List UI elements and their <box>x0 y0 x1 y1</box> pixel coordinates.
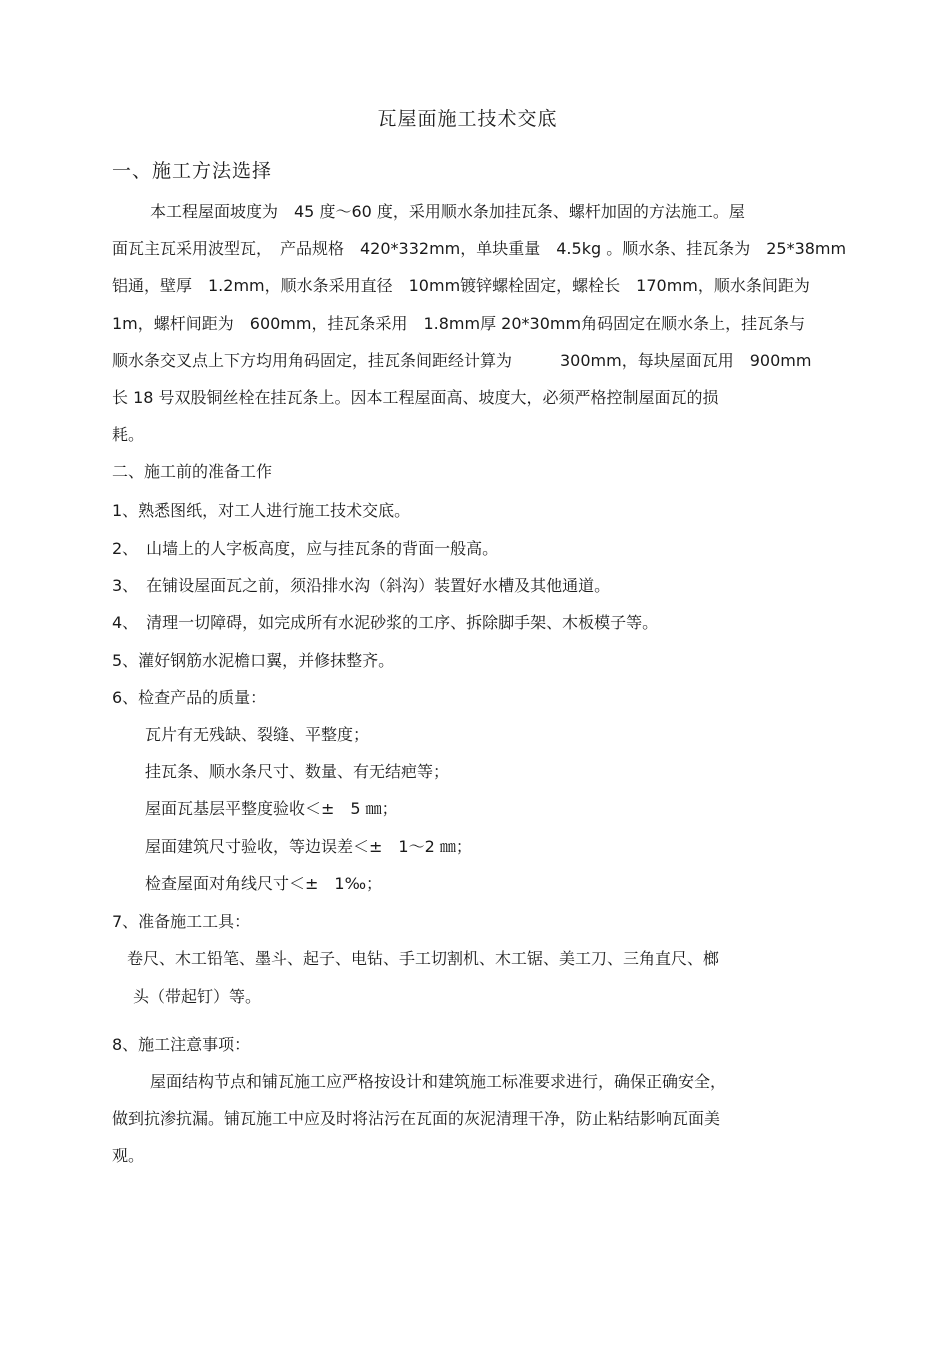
quality-check-item: 瓦片有无残缺、裂缝、平整度； <box>145 725 370 744</box>
paragraph-line: 1m，螺杆间距为 600mm，挂瓦条采用 1.8mm厚 20*30mm角码固定在顺水条上，挂瓦条与 <box>112 314 806 333</box>
list-item: 7、准备施工工具： <box>112 912 251 931</box>
notes-line: 观。 <box>112 1146 145 1165</box>
list-item: 8、施工注意事项： <box>112 1035 251 1054</box>
notes-line: 屋面结构节点和铺瓦施工应严格按设计和建筑施工标准要求进行，确保正确安全， <box>150 1072 727 1091</box>
quality-check-item: 检查屋面对角线尺寸＜± 1‰； <box>145 874 383 893</box>
quality-check-item: 屋面建筑尺寸验收，等边误差＜± 1～2 ㎜； <box>145 837 472 856</box>
tools-line: 卷尺、木工铅笔、墨斗、起子、电钻、手工切割机、木工锯、美工刀、三角直尺、榔 <box>127 949 720 968</box>
paragraph-line: 铝通，壁厚 1.2mm，顺水条采用直径 10mm镀锌螺栓固定，螺栓长 170mm，顺水条间距为 <box>112 276 810 295</box>
paragraph-line: 耗。 <box>112 425 145 444</box>
quality-check-item: 挂瓦条、顺水条尺寸、数量、有无结疤等； <box>145 762 450 781</box>
quality-check-item: 屋面瓦基层平整度验收＜± 5 ㎜； <box>145 799 398 818</box>
section-1-heading: 一、施工方法选择 <box>112 160 273 182</box>
paragraph-line: 顺水条交叉点上下方均用角码固定，挂瓦条间距经计算为 300mm，每块屋面瓦用 900mm <box>112 351 812 370</box>
section-2-heading: 二、施工前的准备工作 <box>112 462 273 481</box>
list-item: 5、灌好钢筋水泥檐口翼，并修抹整齐。 <box>112 651 395 670</box>
list-item: 2、 山墙上的人字板高度，应与挂瓦条的背面一般高。 <box>112 539 499 558</box>
paragraph-line: 本工程屋面坡度为 45 度～60 度，采用顺水条加挂瓦条、螺杆加固的方法施工。屋 <box>150 202 745 221</box>
paragraph-line: 长 18 号双股铜丝栓在挂瓦条上。因本工程屋面高、坡度大，必须严格控制屋面瓦的损 <box>112 388 719 407</box>
paragraph-line: 面瓦主瓦采用波型瓦， 产品规格 420*332mm，单块重量 4.5kg 。顺水条、挂瓦条为 25*38mm <box>112 239 847 258</box>
list-item: 1、熟悉图纸，对工人进行施工技术交底。 <box>112 501 411 520</box>
document-title: 瓦屋面施工技术交底 <box>377 108 558 130</box>
tools-line: 头（带起钉）等。 <box>133 987 262 1006</box>
list-item: 6、检查产品的质量： <box>112 688 267 707</box>
list-item: 4、 清理一切障碍，如完成所有水泥砂浆的工序、拆除脚手架、木板模子等。 <box>112 613 659 632</box>
list-item: 3、 在铺设屋面瓦之前，须沿排水沟（斜沟）装置好水槽及其他通道。 <box>112 576 611 595</box>
notes-line: 做到抗渗抗漏。铺瓦施工中应及时将沾污在瓦面的灰泥清理干净，防止粘结影响瓦面美 <box>112 1109 721 1128</box>
